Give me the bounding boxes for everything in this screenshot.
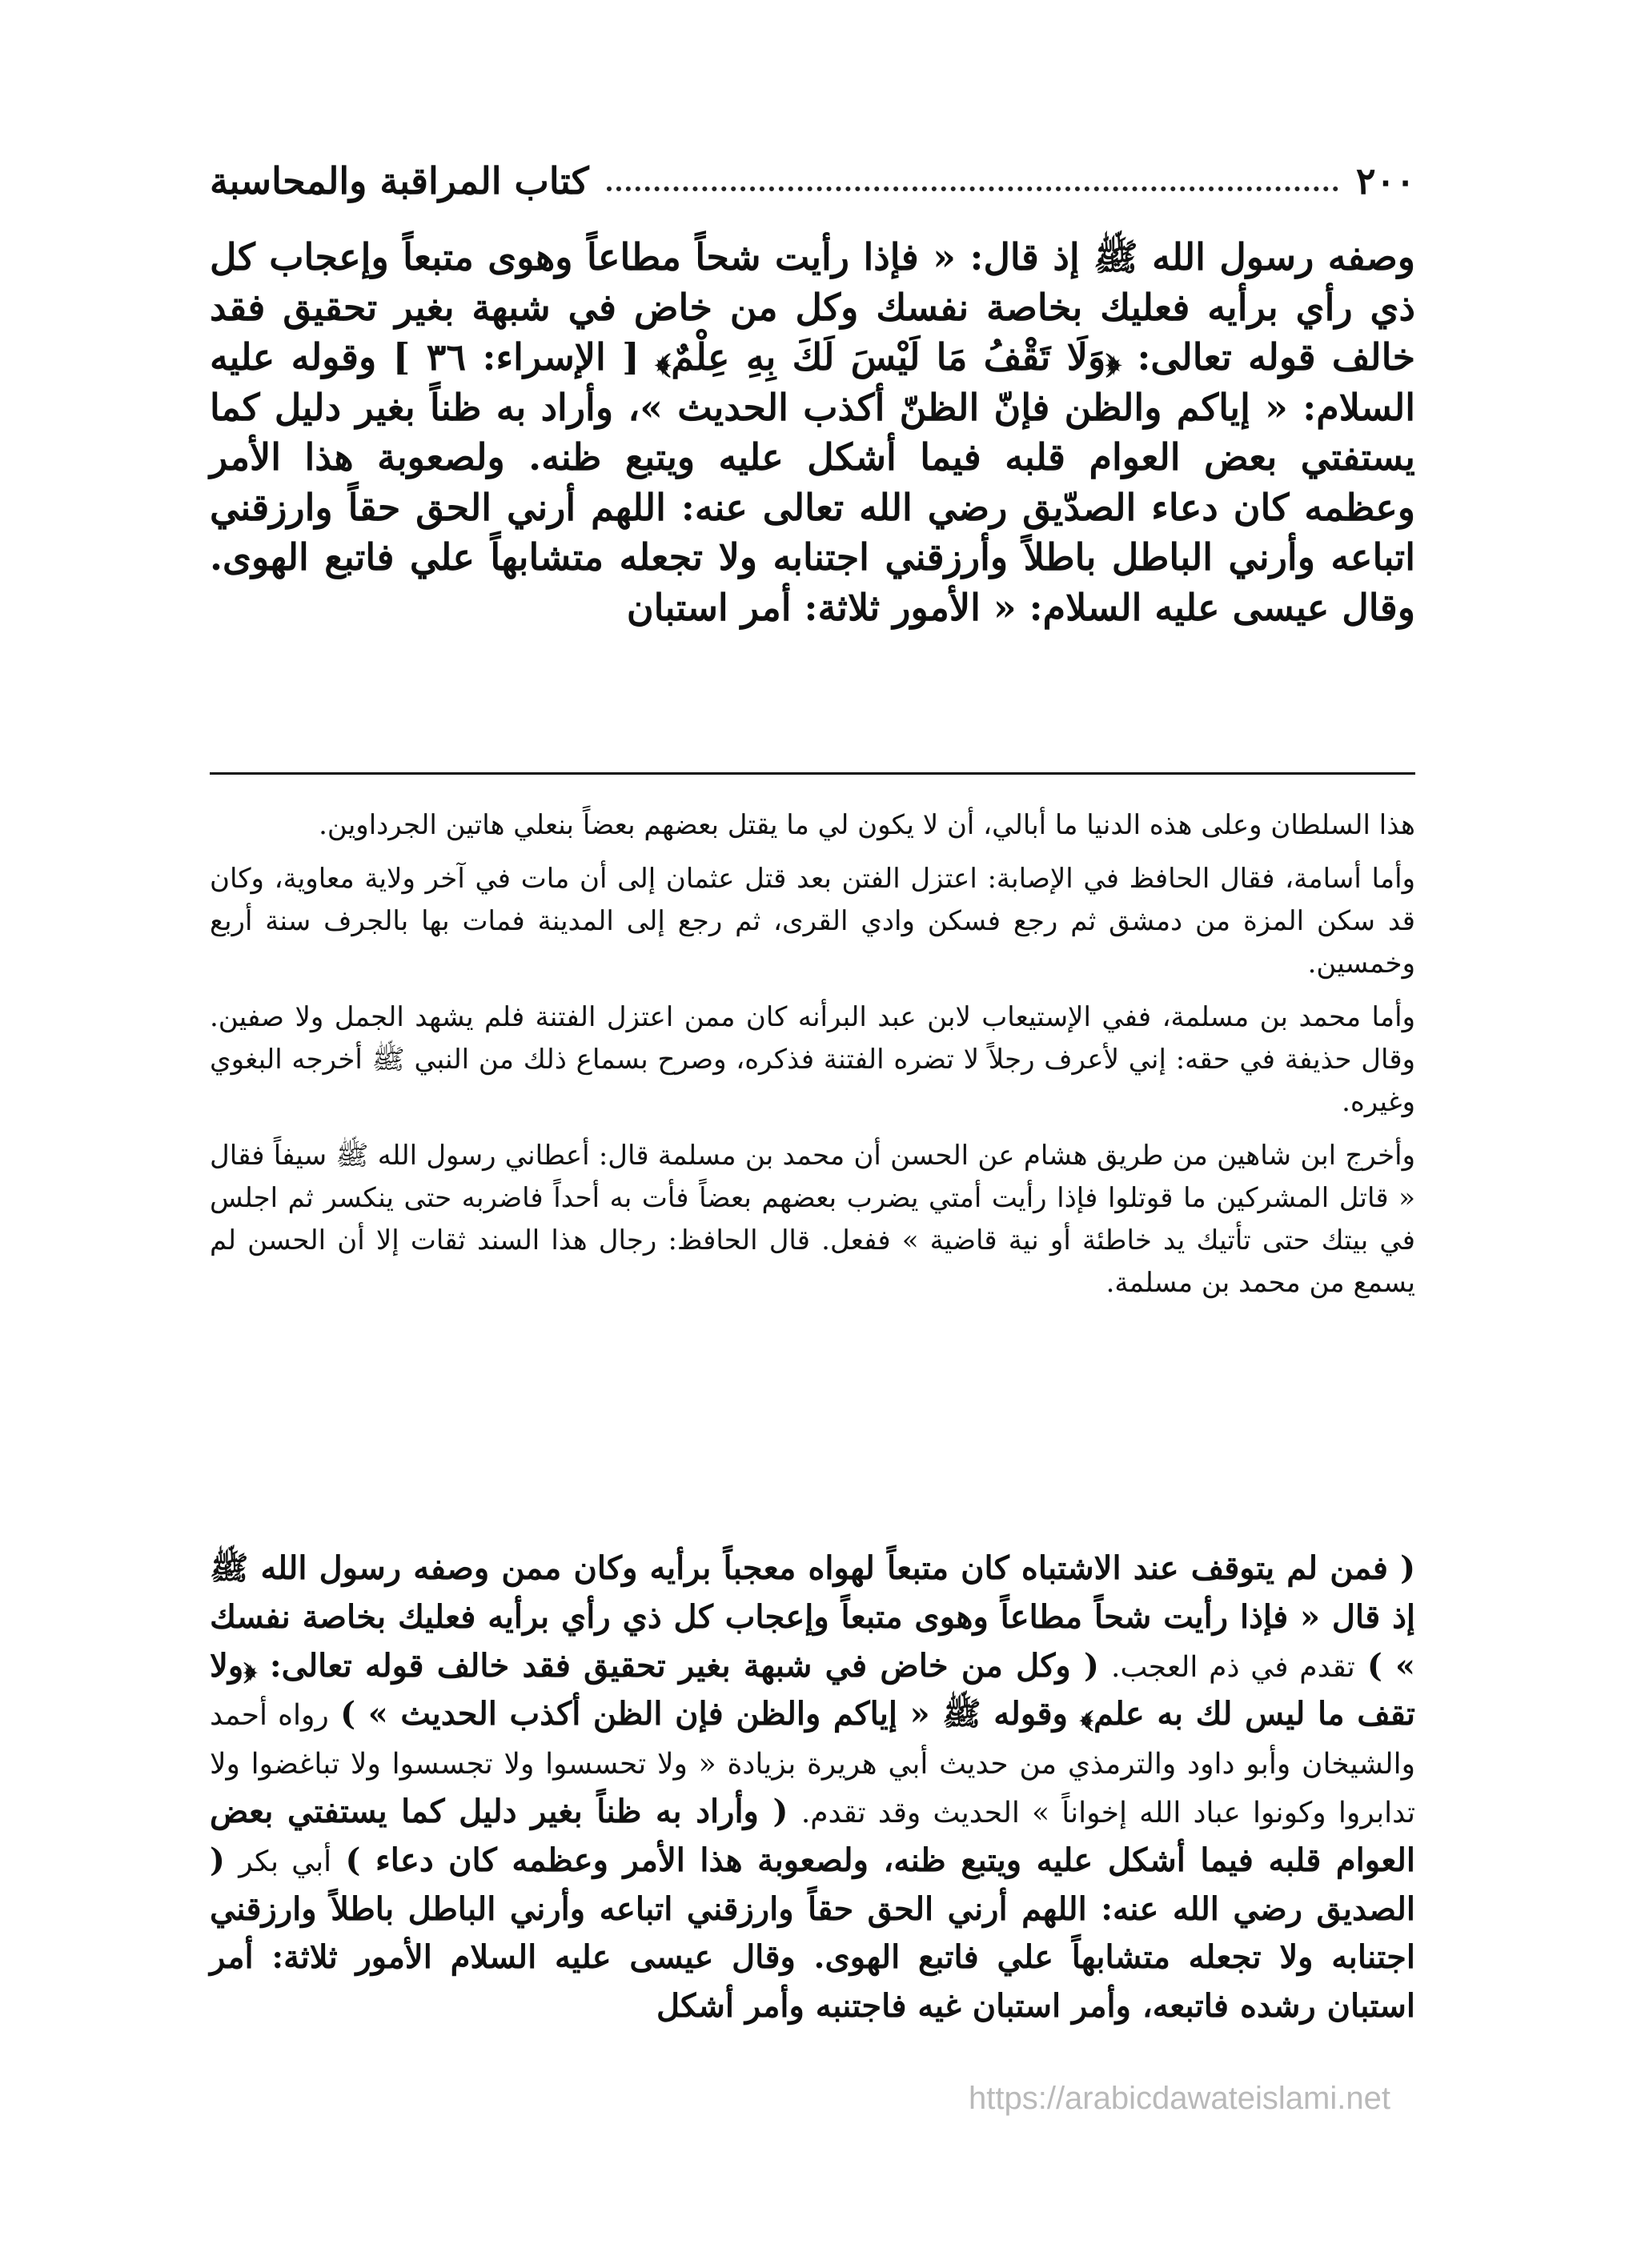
matn-quote: ( الصديق رضي الله عنه: اللهم أرني الحق حقاً وارزقني اتباعه وأرني الباطل باطلاً وارزقني اجتنابه ولا تجعله متشابهاً علي فاتبع الهوى. وقال عيسى عليه السلام الأمور ثلاثة: أمر استبان رشده فاتبعه، وأمر استبان غيه فاجتنبه وأمر أشكل	[210, 1841, 1415, 2026]
matn-quote: ( وأراد به ظناً بغير دليل كما يستفتي بعض العوام قلبه فيما أشكل عليه ويتبع ظنه، ولصعوبة هذا الأمر وعظمه كان دعاء )	[210, 1792, 1416, 1879]
commentary-paragraph	[210, 1545, 1415, 2031]
running-title: كتاب المراقبة والمحاسبة	[210, 159, 589, 202]
sharh-note: رواه أحمد والشيخان وأبو داود والترمذي من حديث أبي هريرة بزيادة « ولا تحسسوا ولا تجسسوا ولا تباغضوا ولا تدابروا وكونوا عباد الله إخواناً » الحديث وقد تقدم.	[210, 1699, 1416, 1829]
footnote-paragraph: وأخرج ابن شاهين من طريق هشام عن الحسن أن محمد بن مسلمة قال: أعطاني رسول الله ﷺ سيفاً فقال « قاتل المشركين ما قوتلوا فإذا رأيت أمتي يضرب بعضهم بعضاً فأت به أحداً فاضربه حتى ينكسر ثم اجلس في بيتك حتى تأتيك يد خاطئة أو نية قاضية » ففعل. قال الحافظ: رجال هذا السند ثقات إلا أن الحسن لم يسمع من محمد بن مسلمة.	[210, 1140, 1415, 1300]
matn-quote: ( فمن لم يتوقف عند الاشتباه كان متبعاً لهواه معجباً برأيه وكان ممن وصفه رسول الله ﷺ إذ قال « فإذا رأيت شحاً مطاعاً وهوى متبعاً وإعجاب كل ذي رأي برأيه فعليك بخاصة نفسك » )	[210, 1549, 1416, 1685]
footnote-separator	[210, 772, 1415, 775]
matn-quote: ( وكل من خاض في شبهة بغير تحقيق فقد خالف قوله تعالى: ﴿ولا تقف ما ليس لك به علم﴾ وقوله ﷺ « إياكم والظن فإن الظن أكذب الحديث » )	[210, 1646, 1415, 1733]
watermark-url: https://arabicdawateislami.net	[969, 2081, 1390, 2116]
footnote-paragraph: هذا السلطان وعلى هذه الدنيا ما أبالي، أن لا يكون لي ما يقتل بعضهم بعضاً بنعلي هاتين الجرداوين.	[319, 809, 1415, 841]
footnote-paragraph: وأما محمد بن مسلمة، ففي الإستيعاب لابن عبد البرأنه كان ممن اعتزل الفتنة فلم يشهد الجمل ولا صفين. وقال حذيفة في حقه: إني لأعرف رجلاً لا تضره الفتنة فذكره، وصرح بسماع ذلك من النبي ﷺ أخرجه البغوي وغيره.	[210, 1001, 1415, 1119]
main-paragraph: وصفه رسول الله ﷺ إذ قال: « فإذا رأيت شحاً مطاعاً وهوى متبعاً وإعجاب كل ذي رأي برأيه فعليك بخاصة نفسك وكل من خاض في شبهة بغير تحقيق فقد خالف قوله تعالى: ﴿وَلَا تَقْفُ مَا لَيْسَ لَكَ بِهِ عِلْمٌ﴾ [ الإسراء: ٣٦ ] وقوله عليه السلام: « إياكم والظن فإنّ الظنّ أكذب الحديث »، وأراد به ظناً بغير دليل كما يستفتي بعض العوام قلبه فيما أشكل عليه ويتبع ظنه. ولصعوبة هذا الأمر وعظمه كان دعاء الصدّيق رضي الله تعالى عنه: اللهم أرني الحق حقاً وارزقني اتباعه وأرني الباطل باطلاً وأرزقني اجتنابه ولا تجعله متشابهاً علي فاتبع الهوى. وقال عيسى عليه السلام: « الأمور ثلاثة: أمر استبان	[210, 235, 1416, 629]
sharh-note: أبي بكر	[239, 1845, 332, 1878]
footnotes-block	[210, 804, 1415, 1316]
page-number: ٢٠٠	[1355, 159, 1415, 202]
sharh-note: تقدم في ذم العجب.	[1111, 1650, 1355, 1684]
footnote-paragraph: وأما أسامة، فقال الحافظ في الإصابة: اعتزل الفتن بعد قتل عثمان إلى أن مات في آخر ولاية معاوية، وكان قد سكن المزة من دمشق ثم رجع فسكن وادي القرى، ثم رجع إلى المدينة فمات بها بالجرف سنة أربع وخمسين.	[210, 863, 1415, 980]
main-text-block	[210, 232, 1415, 632]
page-header	[210, 157, 1415, 205]
commentary-block	[210, 1545, 1415, 2031]
header-dotted-leader	[607, 186, 1338, 191]
